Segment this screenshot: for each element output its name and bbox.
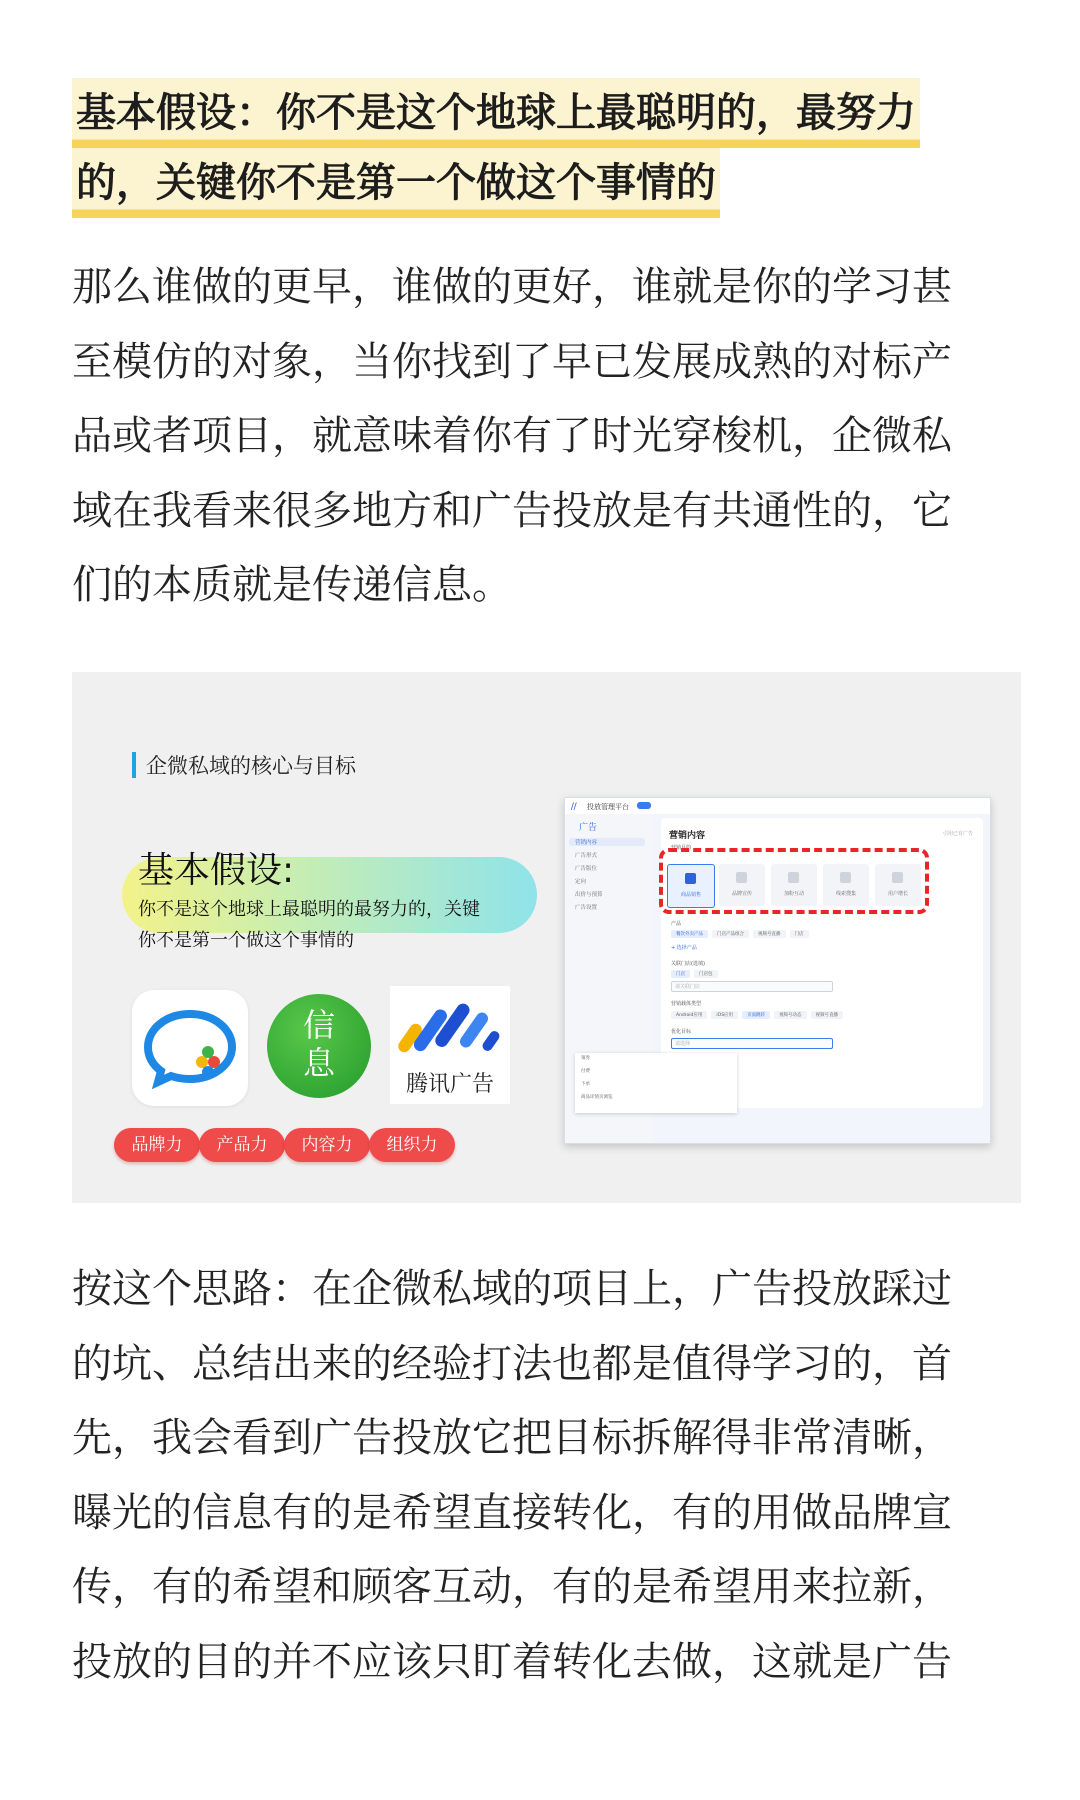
top-right-link: 引用已有广告 [942, 831, 973, 837]
product-chips [671, 930, 813, 938]
tag-content: 内容力 [284, 1128, 370, 1162]
store-placeholder: 请关联门店 [675, 984, 701, 990]
paragraph-line: 按这个思路：在企微私域的项目上，广告投放踩过 [72, 1266, 952, 1312]
paragraph-line: 品或者项目，就意味着你有了时光穿梭机，企微私 [72, 413, 952, 459]
hypothesis-line: 你不是这个地球上最聪明的最努力的，关键 [138, 899, 480, 920]
tencent-ads-icon [390, 986, 510, 1066]
paragraph-line: 传，有的希望和顾客互动，有的是希望用来拉新， [72, 1564, 952, 1610]
product-chip: 门店 [790, 930, 809, 938]
paragraph-line: 曝光的信息有的是希望直接转化，有的用做品牌宣 [72, 1489, 952, 1536]
sidebar-item: 出价与预算 [575, 892, 603, 898]
paragraph-line: 至模仿的对象，当你找到了早已发展成熟的对标产 [72, 338, 952, 385]
carrier-chips [671, 1011, 847, 1019]
platform-logo-icon: ⧸⧸ [571, 802, 577, 811]
tag-brand: 品牌力 [114, 1128, 200, 1162]
paragraph-line: 域在我看来很多地方和广告投放是有共通性的，它 [72, 487, 952, 534]
hypothesis-title: 基本假设: [138, 850, 295, 891]
paragraph-line: 的坑、总结出来的经验打法也都是值得学习的，首 [72, 1340, 952, 1387]
goal-card-label: 品牌宣传 [731, 891, 752, 897]
hypothesis-line: 你不是第一个做这个事情的 [138, 930, 354, 951]
product-chip: 门店产品组合 [712, 930, 749, 938]
paragraph-line: 那么谁做的更早，谁做的更好，谁就是你的学习甚 [72, 264, 952, 310]
goal-card-label: 商品销售 [680, 892, 701, 898]
carrier-chip: Android应用 [671, 1011, 707, 1019]
sidebar-section-title: 广告 [579, 823, 598, 833]
goal-card-label: 线索搜集 [835, 891, 856, 897]
product-chip: 餐饮外卖产品 [671, 930, 708, 938]
platform-badge [637, 802, 651, 809]
store-options [671, 970, 722, 978]
store-option: 门店包 [694, 970, 718, 978]
hypothesis-text [138, 894, 558, 956]
store-option: 门店 [671, 970, 690, 978]
goal-label: 营销目的 [671, 845, 692, 851]
paragraph-line: 先，我会看到广告投放它把目标拆解得非常清晰， [72, 1415, 952, 1461]
optimize-placeholder: 请选择 [675, 1041, 691, 1047]
heading-line-2: 的，关键你不是第一个做这个事情的 [72, 148, 720, 218]
sidebar-item: 广告版位 [575, 866, 598, 872]
tag-organization: 组织力 [369, 1128, 455, 1162]
select-product-link: + 选择产品 [671, 945, 697, 951]
heading-line-1: 基本假设：你不是这个地球上最聪明的，最努力 [72, 78, 920, 148]
carrier-chip: iOS应用 [711, 1011, 738, 1019]
info-logo-char: 息 [302, 1044, 335, 1082]
carrier-label: 营销载体类型 [671, 1001, 702, 1007]
paragraph-2 [72, 1252, 1012, 1699]
optimize-select [671, 1038, 833, 1049]
carrier-chip: 视频号动态 [774, 1011, 807, 1019]
sidebar-item: 营销内容 [569, 838, 645, 846]
title-accent-bar [132, 752, 136, 778]
ad-platform-screenshot [564, 797, 991, 1144]
product-chip: 视频号直播 [753, 930, 786, 938]
store-select [671, 981, 833, 992]
paragraph-1 [72, 250, 1012, 623]
paragraph-line: 们的本质就是传递信息。 [72, 562, 512, 608]
screenshot-topbar [565, 798, 990, 814]
slide-image [72, 672, 1021, 1203]
info-logo-char: 信 [302, 1006, 335, 1044]
goal-card-label: 用户增长 [887, 891, 908, 897]
store-label: 关联门店(选填) [671, 961, 705, 967]
dashed-highlight-box [659, 848, 929, 914]
dropdown-item: 付费 [581, 1069, 590, 1074]
sidebar-item: 定向 [575, 879, 587, 885]
tencent-ads-label: 腾讯广告 [405, 1072, 494, 1097]
info-logo [267, 994, 371, 1098]
wecom-logo [132, 990, 248, 1106]
dropdown-item: 领券 [581, 1056, 590, 1061]
sidebar-item: 广告设置 [575, 905, 598, 911]
optimize-dropdown [575, 1053, 737, 1113]
platform-title: 投放管理平台 [587, 803, 629, 811]
wecom-icon [132, 990, 248, 1106]
paragraph-line: 投放的目的并不应该只盯着转化去做，这就是广告 [72, 1638, 952, 1685]
dropdown-item: 商品详情页浏览 [581, 1095, 613, 1100]
tag-product: 产品力 [199, 1128, 285, 1162]
optimize-label: 优化目标 [671, 1029, 692, 1035]
slide-title: 企微私域的核心与目标 [146, 754, 356, 778]
carrier-chip: 视频号直播 [811, 1011, 844, 1019]
sidebar-item: 广告形式 [575, 853, 598, 859]
goal-card-label: 加粉互动 [783, 891, 804, 897]
main-title: 营销内容 [669, 831, 706, 841]
carrier-chip: 页面跳转 [742, 1011, 770, 1019]
tencent-ads-logo [390, 986, 510, 1104]
dropdown-item: 下单 [581, 1082, 590, 1087]
product-label: 产品 [671, 921, 682, 927]
